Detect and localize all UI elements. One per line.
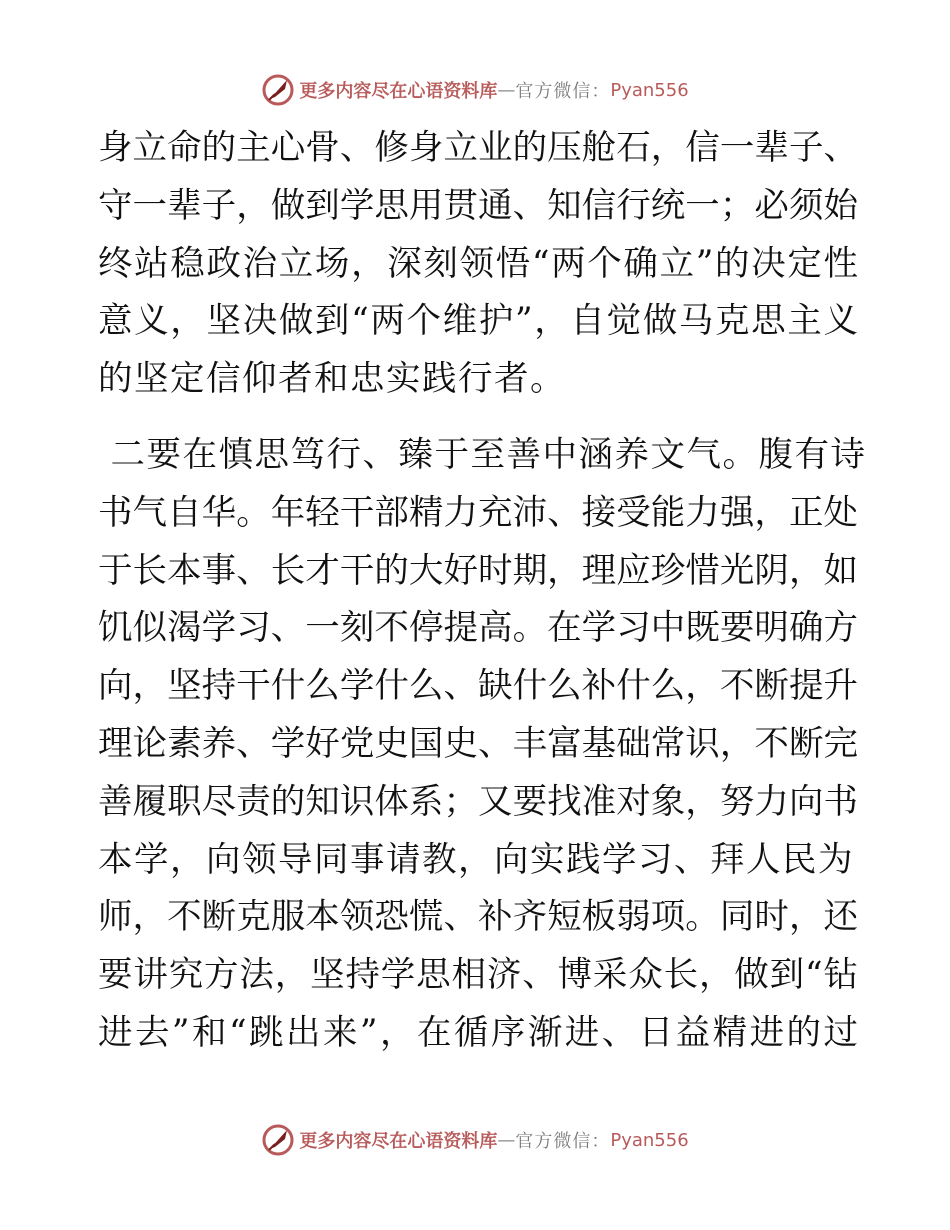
watermark-separator: — [497, 79, 516, 101]
watermark-brand: 更多内容尽在心语资料库 [299, 1131, 498, 1152]
feather-pen-logo-icon [261, 1123, 295, 1157]
watermark-wechat-id: Pyan556 [610, 1129, 689, 1151]
text-line: 的坚定信仰者和忠实践行者。 [98, 359, 566, 400]
text-line: 二要在慎思笃行、臻于至善中涵养文气。腹有诗 [98, 434, 867, 475]
watermark-wechat-id: Pyan556 [610, 79, 689, 101]
feather-pen-logo-icon [261, 73, 295, 107]
text-line: 意义，坚决做到“两个维护”，自觉做马克思主义 [98, 301, 858, 342]
text-line: 终站稳政治立场，深刻领悟“两个确立”的决定性 [98, 243, 858, 284]
text-line: 于长本事、长才干的大好时期，理应珍惜光阴，如 [98, 550, 858, 591]
paragraph-1 [98, 120, 858, 409]
text-line: 饥似渴学习、一刻不停提高。在学习中既要明确方 [98, 608, 858, 649]
header-watermark [0, 70, 950, 110]
watermark-wechat-label: 官方微信： [515, 1131, 611, 1152]
text-line: 向，坚持干什么学什么、缺什么补什么，不断提升 [98, 666, 858, 707]
watermark-wechat-label: 官方微信： [515, 81, 611, 102]
text-line: 善履职尽责的知识体系；又要找准对象，努力向书 [98, 781, 858, 822]
paragraph-2 [98, 427, 867, 1063]
text-line: 要讲究方法，坚持学思相济、博采众长，做到“钻 [98, 955, 858, 996]
text-line: 守一辈子，做到学思用贯通、知信行统一；必须始 [98, 185, 858, 226]
text-line: 身立命的主心骨、修身立业的压舱石，信一辈子、 [98, 128, 858, 168]
text-line: 本学，向领导同事请教，向实践学习、拜人民为 [98, 839, 854, 880]
watermark-separator: — [497, 1129, 516, 1151]
text-line: 书气自华。年轻干部精力充沛、接受能力强，正处 [98, 492, 858, 533]
footer-watermark [0, 1120, 950, 1160]
text-line: 师，不断克服本领恐慌、补齐短板弱项。同时，还 [98, 897, 858, 938]
text-line: 进去”和“跳出来”，在循序渐进、日益精进的过 [98, 1012, 858, 1053]
document-body [98, 120, 867, 1063]
watermark-brand: 更多内容尽在心语资料库 [299, 81, 498, 102]
text-line: 理论素养、学好党史国史、丰富基础常识，不断完 [98, 723, 858, 764]
